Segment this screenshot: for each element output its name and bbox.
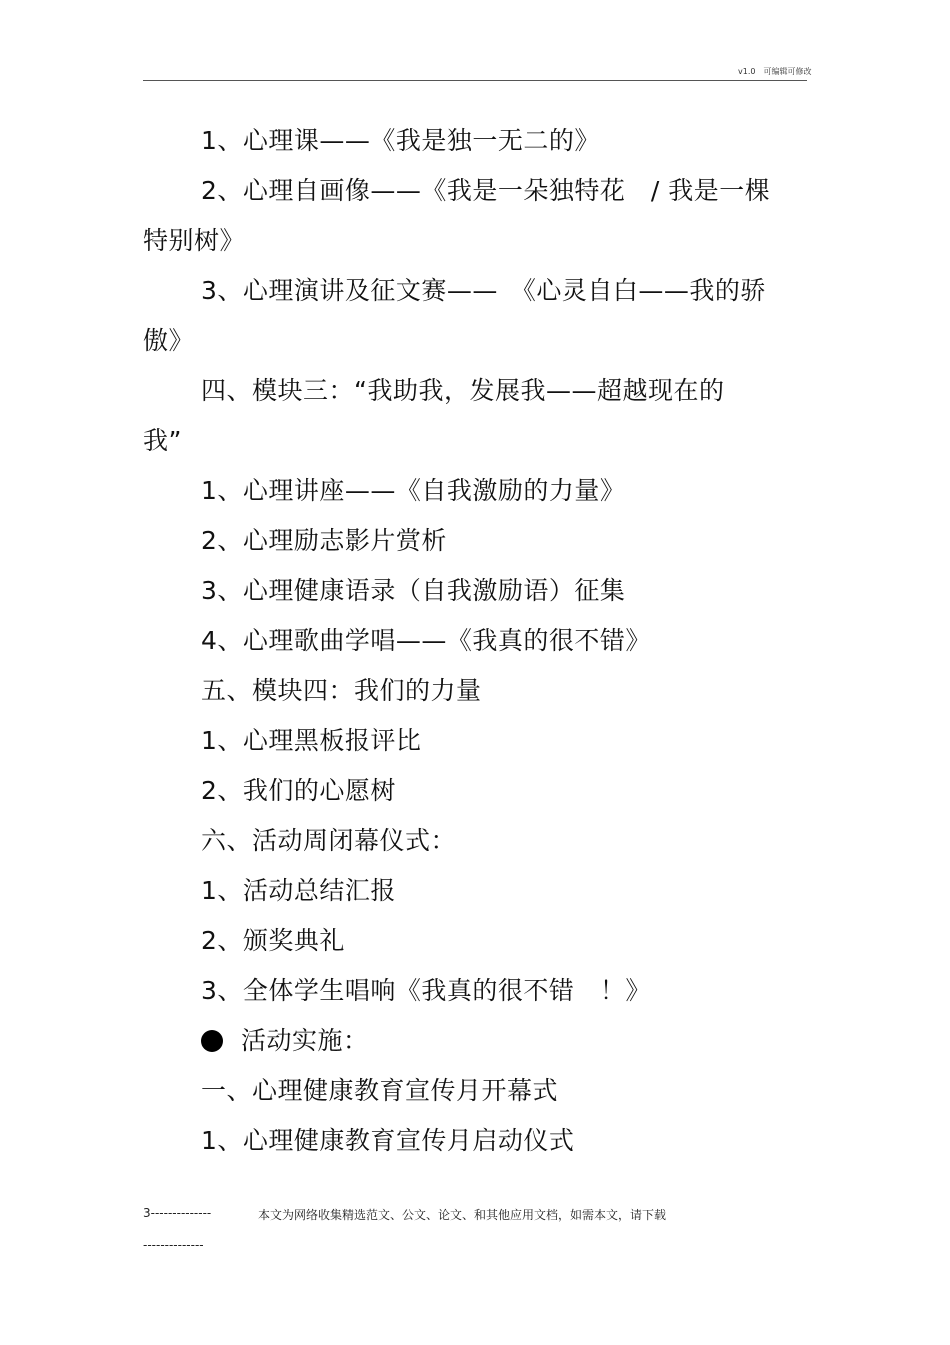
footer-dashes: -------------- [143,1238,204,1252]
list-item: 1、心理黑板报评比 [201,726,422,755]
section-heading: 一、心理健康教育宣传月开幕式 [201,1076,559,1105]
list-item: 4、心理歌曲学唱——《我真的很不错》 [201,626,651,655]
document-body [143,116,807,1166]
list-item: 2、颁奖典礼 [201,926,345,955]
list-item: 1、心理健康教育宣传月启动仪式 [201,1126,575,1155]
list-item-continuation: 特别树》 [143,226,246,255]
bullet-icon [201,1030,223,1052]
list-item: 1、活动总结汇报 [201,876,396,905]
section-heading: 四、模块三：“我助我，发展我——超越现在的 [201,376,725,405]
footer-page-marker: 3-------------- [143,1206,212,1220]
list-item: 1、心理讲座——《自我激励的力量》 [201,476,626,505]
list-item: 3、心理健康语录（自我激励语）征集 [201,576,626,605]
footer-note: 本文为网络收集精选范文、公文、论文、和其他应用文档，如需本文，请下载 [258,1208,667,1222]
list-item: 3、心理演讲及征文赛—— 《心灵自白——我的骄 [201,276,766,305]
list-item: 3、全体学生唱响《我真的很不错 ！》 [201,976,651,1005]
list-item: 1、心理课——《我是独一无二的》 [201,126,600,155]
bullet-heading [143,1016,807,1066]
list-item: 2、心理自画像——《我是一朵独特花 / 我是一棵 [201,176,771,205]
section-heading: 五、模块四：我们的力量 [201,676,482,705]
bullet-heading-label: 活动实施： [241,1026,369,1055]
version-note: v1.0 可编辑可修改 [738,67,812,76]
list-item: 2、我们的心愿树 [201,776,396,805]
list-item: 2、心理励志影片赏析 [201,526,447,555]
header-divider [143,80,807,81]
list-item-continuation: 傲》 [143,326,195,355]
section-heading: 六、活动周闭幕仪式： [201,826,457,855]
section-heading-continuation: 我” [143,426,182,455]
